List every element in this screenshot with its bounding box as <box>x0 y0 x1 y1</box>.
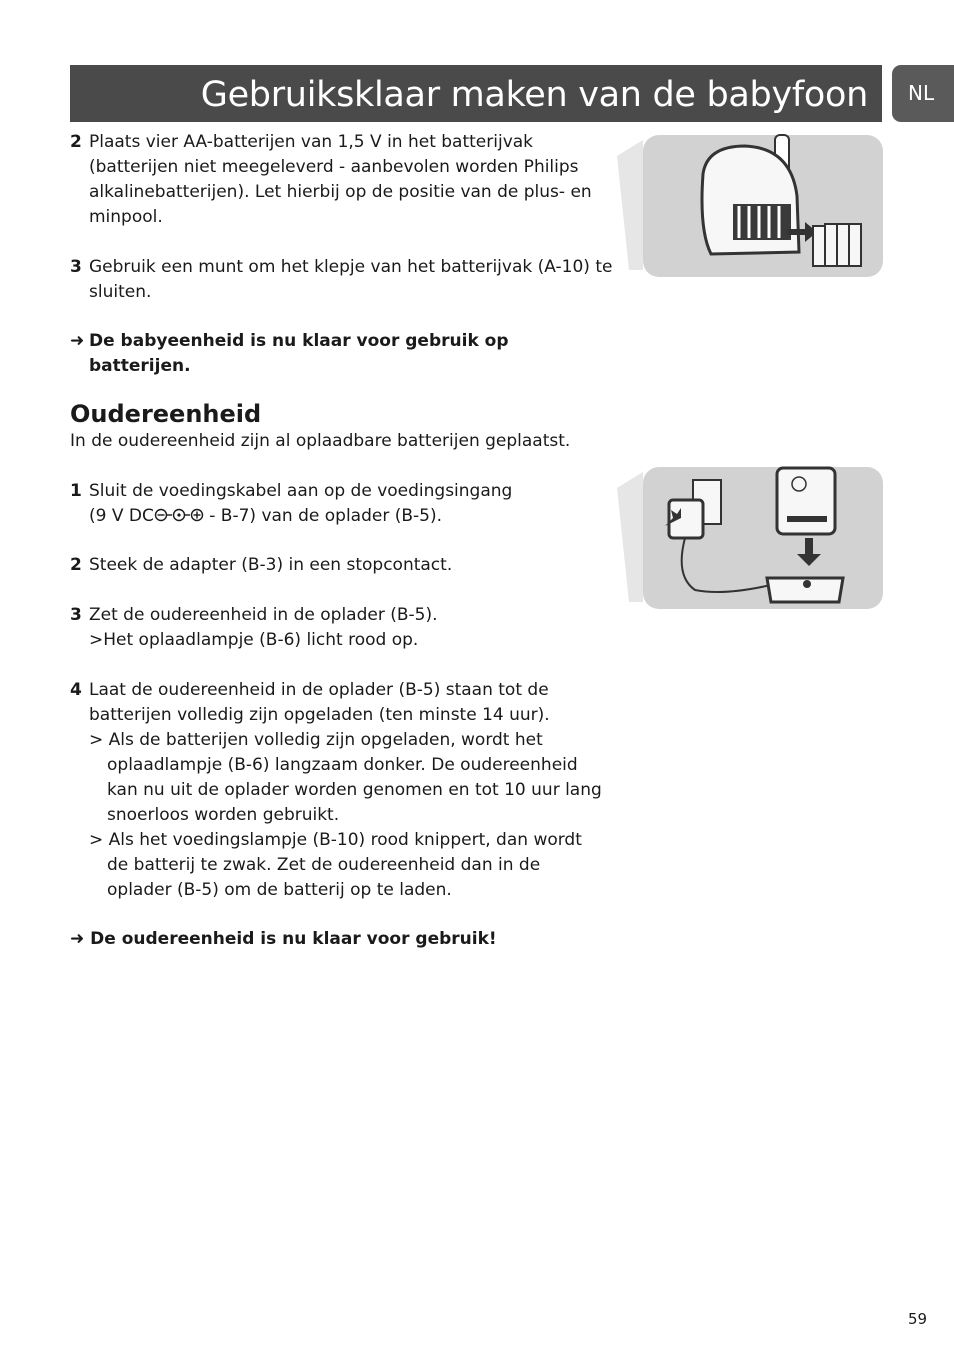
result-note-parent-unit <box>70 927 615 952</box>
page-number: 59 <box>908 1310 928 1328</box>
result-text: De babyeenheid is nu klaar voor gebruik op batterijen. <box>89 331 509 376</box>
step-number: 2 <box>70 555 82 575</box>
arrow-icon: ➜ <box>70 331 85 351</box>
step-text: Sluit de voedingskabel aan op de voedingsingang <box>89 481 513 501</box>
step-1-connect-cable <box>70 479 615 529</box>
step-subnote: > Als de batterijen volledig zijn opgeladen, wordt het oplaadlampje (B-6) langzaam donker. De oudereenheid kan nu uit de oplader worden genomen en tot 10 uur lang snoerloos worden gebruikt. <box>89 730 602 825</box>
result-text: De oudereenheid is nu klaar voor gebruik! <box>90 929 497 949</box>
step-number: 3 <box>70 605 82 625</box>
result-note-baby-unit <box>70 329 530 379</box>
step-text: Gebruik een munt om het klepje van het batterijvak (A-10) te sluiten. <box>89 257 613 302</box>
baby-unit-battery-illustration <box>615 134 885 279</box>
step-3-place-in-charger <box>70 603 615 653</box>
page-title: Gebruiksklaar maken van de babyfoon <box>70 65 882 122</box>
step-number: 1 <box>70 481 82 501</box>
step-2-plug-adapter <box>70 553 615 578</box>
step-number: 2 <box>70 132 82 152</box>
step-subnote: >Het oplaadlampje (B-6) licht rood op. <box>89 630 419 650</box>
dc-polarity-icon <box>154 507 204 523</box>
step-2-batteries <box>70 130 615 230</box>
step-number: 4 <box>70 680 82 700</box>
step-number: 3 <box>70 257 82 277</box>
step-text: Zet de oudereenheid in de oplader (B-5). <box>89 605 438 625</box>
step-4-charge <box>70 678 605 903</box>
step-text: Plaats vier AA-batterijen van 1,5 V in het batterijvak (batterijen niet meegeleverd - aanbevolen worden Philips alkalinebatterijen). Let hierbij op de positie van de plus- en minpool. <box>89 132 592 227</box>
step-text: (9 V DC <box>89 506 154 526</box>
step-text: Laat de oudereenheid in de oplader (B-5) staan tot de batterijen volledig zijn opgeladen (ten minste 14 uur). <box>89 680 550 725</box>
step-text: - B-7) van de oplader (B-5). <box>203 506 443 526</box>
step-3-close-compartment <box>70 255 615 305</box>
step-subnote: > Als het voedingslampje (B-10) rood knippert, dan wordt de batterij te zwak. Zet de oudereenheid dan in de oplader (B-5) om de batterij op te laden. <box>89 830 582 900</box>
language-tab: NL <box>892 65 954 122</box>
arrow-icon: ➜ <box>70 929 85 949</box>
step-text: Steek de adapter (B-3) in een stopcontact. <box>89 555 453 575</box>
section-intro: In de oudereenheid zijn al oplaadbare batterijen geplaatst. <box>70 431 571 451</box>
parent-unit-charger-illustration <box>615 466 885 611</box>
section-heading: Oudereenheid <box>70 400 262 428</box>
